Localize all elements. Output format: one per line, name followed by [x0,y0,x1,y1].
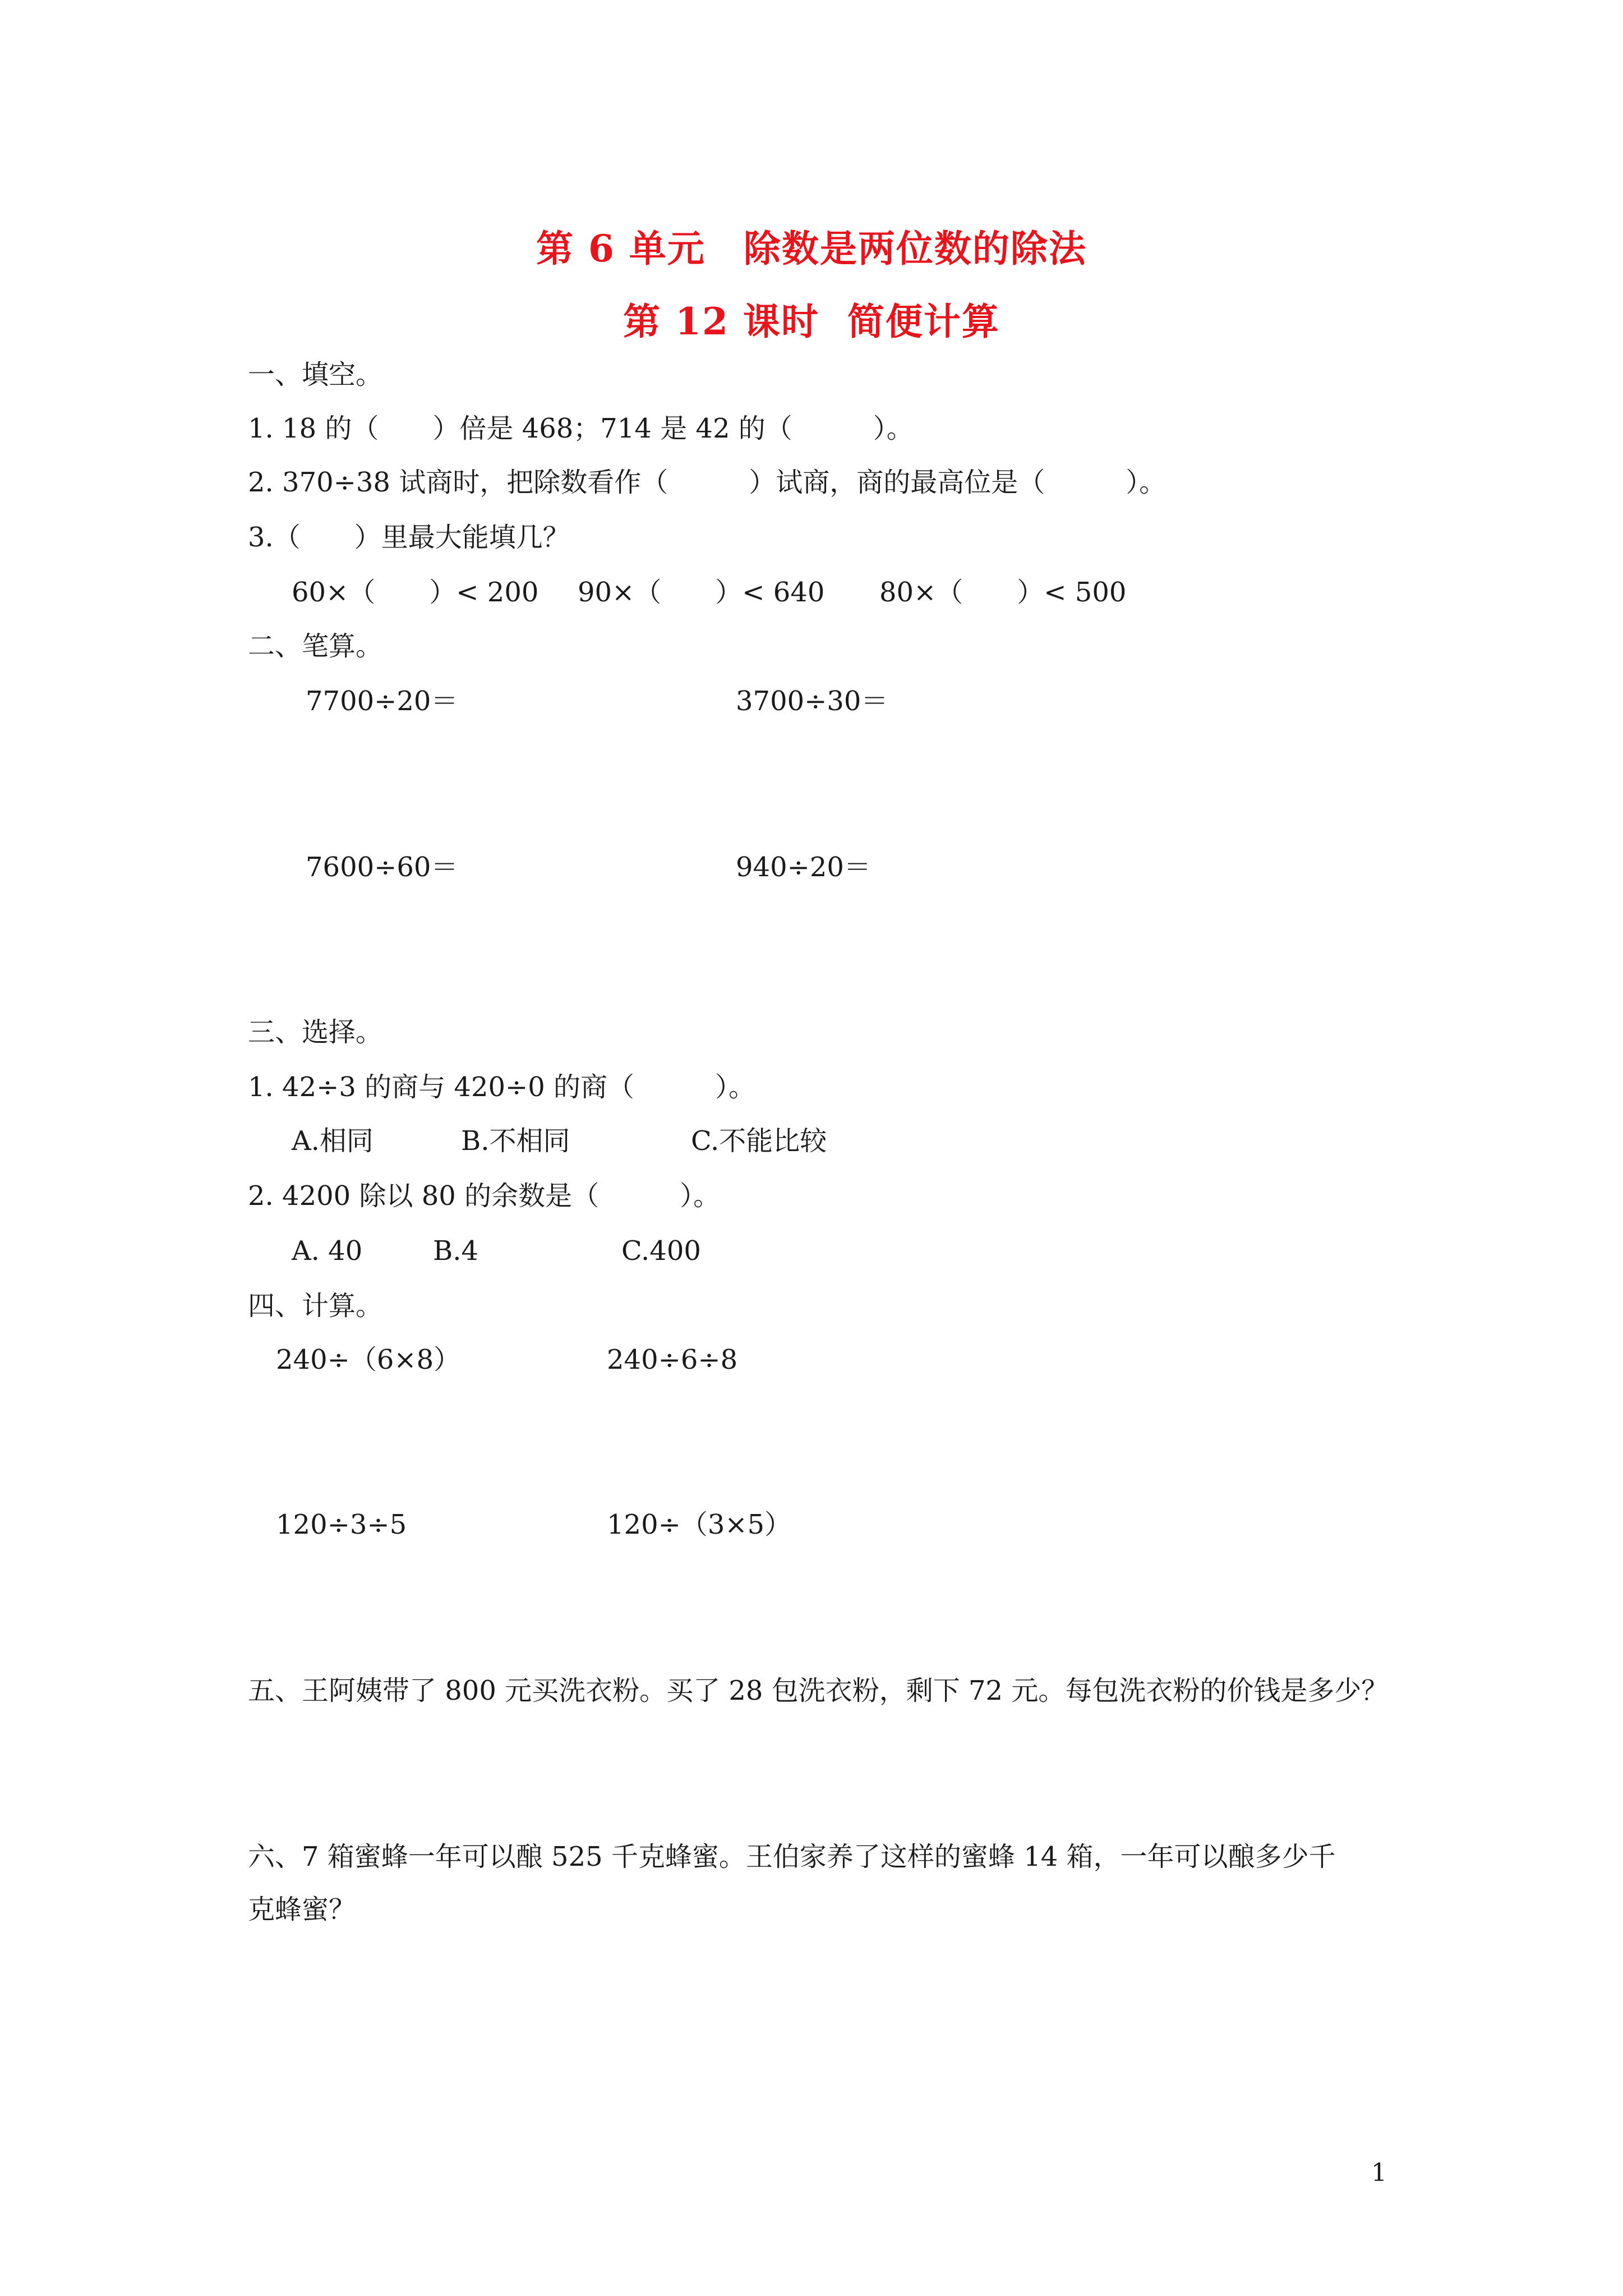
choice-1-option-b: B.不相同 [461,1125,570,1157]
calc-expression-4: 120÷（3×5） [607,1509,792,1540]
calc-expression-2: 240÷6÷8 [607,1344,738,1375]
written-calc-4: 940÷20＝ [736,852,871,883]
section-1-heading: 一、填空。 [248,359,383,390]
word-problem-6-line-1: 六、7 箱蜜蜂一年可以酿 525 千克蜂蜜。王伯家养了这样的蜜蜂 14 箱，一年可以酿多少千 [248,1841,1336,1872]
fill-question-3c: 80×（ ）< 500 [879,577,1127,608]
word-problem-5: 五、王阿姨带了 800 元买洗衣粉。买了 28 包洗衣粉，剩下 72 元。每包洗衣粉的价钱是多少？ [248,1675,1389,1706]
unit-title: 第 6 单元 除数是两位数的除法 [536,227,1087,270]
choice-1-option-c: C.不能比较 [691,1125,827,1157]
word-problem-6-line-2: 克蜂蜜？ [248,1894,356,1925]
choice-2-option-c: C.400 [621,1235,701,1267]
section-2-heading: 二、笔算。 [248,631,383,662]
choice-2-option-b: B.4 [433,1235,479,1267]
choice-2-option-a: A. 40 [292,1235,363,1267]
choice-question-1: 1. 42÷3 的商与 420÷0 的商（ ）。 [248,1071,756,1103]
calc-expression-3: 120÷3÷5 [276,1509,407,1540]
page-number: 1 [1371,2159,1387,2187]
section-3-heading: 三、选择。 [248,1016,383,1048]
choice-1-option-a: A.相同 [292,1125,374,1157]
fill-question-1: 1. 18 的（ ）倍是 468；714 是 42 的（ ）。 [248,413,914,444]
fill-question-2: 2. 370÷38 试商时，把除数看作（ ）试商，商的最高位是（ ）。 [248,467,1166,498]
written-calc-3: 7600÷60＝ [306,852,458,883]
lesson-title: 第 12 课时 简便计算 [623,300,1000,343]
written-calc-1: 7700÷20＝ [306,685,458,717]
calc-expression-1: 240÷（6×8） [276,1344,461,1375]
choice-question-2: 2. 4200 除以 80 的余数是（ ）。 [248,1180,721,1212]
written-calc-2: 3700÷30＝ [736,685,888,717]
fill-question-3a: 60×（ ）< 200 [292,577,539,608]
fill-question-3b: 90×（ ）< 640 [578,577,825,608]
fill-question-3: 3.（ ）里最大能填几？ [248,522,570,553]
section-4-heading: 四、计算。 [248,1290,383,1322]
